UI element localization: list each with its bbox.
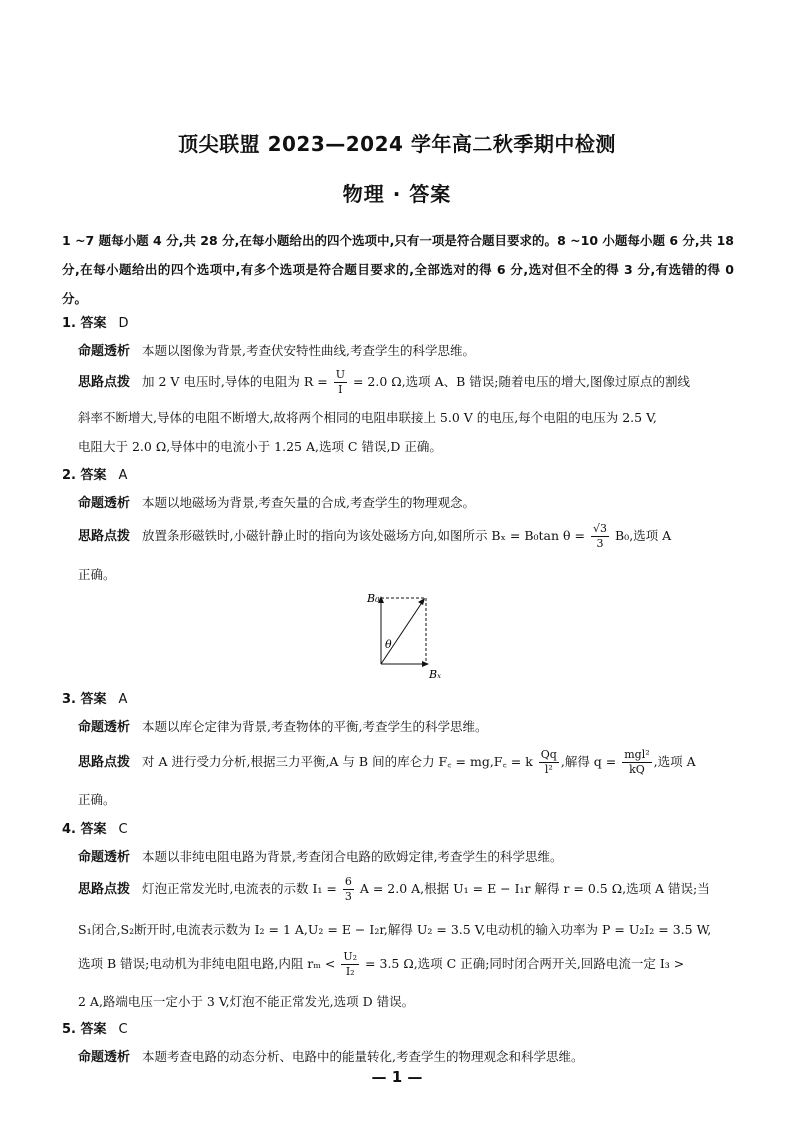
q4-line3-b: = 3.5 Ω,选项 C 正确;同时闭合两开关,回路电流一定 I₃ > (365, 956, 685, 971)
q2-head-label: 2. 答案 (62, 468, 107, 483)
q2-intent (78, 492, 475, 511)
q2-hint-a: 放置条形磁铁时,小磁针静止时的指向为该处磁场方向,如图所示 Bₓ = B₀tan θ = (142, 528, 586, 543)
q4-hint-a: 灯泡正常发光时,电流表的示数 I₁ = (142, 881, 337, 896)
q2-answer: A (118, 468, 128, 483)
q4-frac1-num: 6 (344, 875, 352, 888)
q4-heading (62, 818, 128, 837)
q1-intent-text: 本题以图像为背景,考查伏安特性曲线,考查学生的科学思维。 (142, 343, 475, 358)
q1-intent (78, 340, 475, 359)
q2-intent-label: 命题透析 (78, 496, 131, 511)
intro-paragraph: 1 ~7 题每小题 4 分,共 28 分,在每小题给出的四个选项中,只有一项是符合题目要求的。8 ~10 小题每小题 6 分,共 18 分,在每小题给出的四个选项中,有多个选项是符合题目要求的,全部选对的得 6 分,选对但不全的得 3 分,有选错的得 0 分。 (62, 233, 734, 306)
q1-heading (62, 312, 129, 331)
q5-answer: C (118, 1022, 128, 1037)
q2-frac-den: 3 (596, 537, 604, 550)
q1-hint (78, 368, 690, 397)
q1-hint-label: 思路点拨 (78, 375, 131, 390)
q4-line3-a: 选项 B 错误;电动机为非纯电阻电路,内阻 rₘ < (78, 956, 336, 971)
q1-hint-a: 加 2 V 电压时,导体的电阻为 R = (142, 374, 328, 389)
q4-fraction-1 (343, 875, 354, 904)
page-subtitle: 物理 · 答案 (342, 182, 452, 206)
q3-intent (78, 716, 487, 735)
q3-line2: 正确。 (78, 792, 116, 807)
fig-label-theta: θ (385, 638, 392, 651)
q1-head-label: 1. 答案 (62, 316, 107, 331)
q2-hint-label: 思路点拨 (78, 529, 131, 544)
q5-heading (62, 1018, 128, 1037)
q4-fraction-2 (341, 950, 359, 979)
q4-hint (78, 875, 710, 904)
q2-hint (78, 522, 671, 551)
q3-frac1-num: Qq (540, 748, 557, 761)
q3-hint (78, 748, 696, 777)
page-number: — 1 — (371, 1068, 423, 1086)
q1-answer: D (118, 316, 129, 331)
q4-intent-text: 本题以非纯电阻电路为背景,考查闭合电路的欧姆定律,考查学生的科学思维。 (142, 849, 563, 864)
q3-head-label: 3. 答案 (62, 692, 107, 707)
q1-fraction (334, 368, 347, 397)
q5-intent (78, 1046, 584, 1065)
q1-line3: 电阻大于 2.0 Ω,导体中的电流小于 1.25 A,选项 C 错误,D 正确。 (78, 439, 442, 454)
q5-intent-label: 命题透析 (78, 1050, 131, 1065)
q2-heading (62, 464, 127, 483)
q2-hint-b: B₀,选项 A (615, 528, 672, 543)
q4-frac1-den: 3 (344, 890, 352, 903)
q3-frac1-den: l² (544, 763, 553, 776)
q4-intent-label: 命题透析 (78, 850, 131, 865)
q1-intent-label: 命题透析 (78, 344, 131, 359)
q3-intent-text: 本题以库仑定律为背景,考查物体的平衡,考查学生的科学思维。 (142, 719, 488, 734)
q4-line3 (78, 950, 684, 979)
resultant-vector (381, 601, 423, 664)
q3-frac2-num: mgl² (624, 748, 650, 761)
q1-line2: 斜率不断增大,导体的电阻不断增大,故将两个相同的电阻串联接上 5.0 V 的电压,每个电阻的电压为 2.5 V, (78, 410, 657, 425)
vector-diagram (365, 590, 455, 686)
q4-frac2-den: I₂ (345, 965, 355, 978)
q2-line2: 正确。 (78, 567, 116, 582)
q3-fraction-2 (622, 748, 651, 777)
q5-head-label: 5. 答案 (62, 1022, 107, 1037)
q4-line4: 2 A,路端电压一定小于 3 V,灯泡不能正常发光,选项 D 错误。 (78, 994, 415, 1009)
q4-frac2-num: U₂ (343, 950, 358, 963)
fig-label-b0: B₀ (367, 592, 380, 605)
q4-intent (78, 846, 562, 865)
q4-line2: S₁闭合,S₂断开时,电流表示数为 I₂ = 1 A,U₂ = E − I₂r,解得 U₂ = 3.5 V,电动机的输入功率为 P = U₂I₂ = 3.5 W, (78, 922, 712, 937)
q4-answer: C (118, 822, 128, 837)
q3-hint-c: ,选项 A (653, 754, 696, 769)
q3-frac2-den: kQ (629, 763, 645, 776)
resultant-arrowhead (418, 598, 425, 605)
q3-heading (62, 688, 127, 707)
q2-fraction (591, 522, 609, 551)
q1-frac-num: U (335, 368, 345, 381)
q3-answer: A (118, 692, 128, 707)
page-title: 顶尖联盟 2023—2024 学年高二秋季期中检测 (178, 132, 616, 156)
q3-hint-b: ,解得 q = (560, 754, 617, 769)
q3-hint-label: 思路点拨 (78, 755, 131, 770)
fig-label-bx: Bₓ (429, 668, 441, 681)
q3-fraction-1 (539, 748, 559, 777)
q4-head-label: 4. 答案 (62, 822, 107, 837)
q5-intent-text: 本题考查电路的动态分析、电路中的能量转化,考查学生的物理观念和科学思维。 (142, 1049, 584, 1064)
q2-intent-text: 本题以地磁场为背景,考查矢量的合成,考查学生的物理观念。 (142, 495, 475, 510)
q3-intent-label: 命题透析 (78, 720, 131, 735)
vector-diagram-svg (365, 590, 455, 682)
q2-frac-num: √3 (593, 522, 608, 535)
q1-hint-b: = 2.0 Ω,选项 A、B 错误;随着电压的增大,图像过原点的割线 (352, 374, 690, 389)
q3-hint-a: 对 A 进行受力分析,根据三力平衡,A 与 B 间的库仑力 F꜀ = mg,F꜀ = k (142, 754, 533, 769)
q1-frac-den: I (338, 383, 343, 396)
q4-hint-b: A = 2.0 A,根据 U₁ = E − I₁r 解得 r = 0.5 Ω,选项 A 错误;当 (359, 881, 710, 896)
q4-hint-label: 思路点拨 (78, 882, 131, 897)
